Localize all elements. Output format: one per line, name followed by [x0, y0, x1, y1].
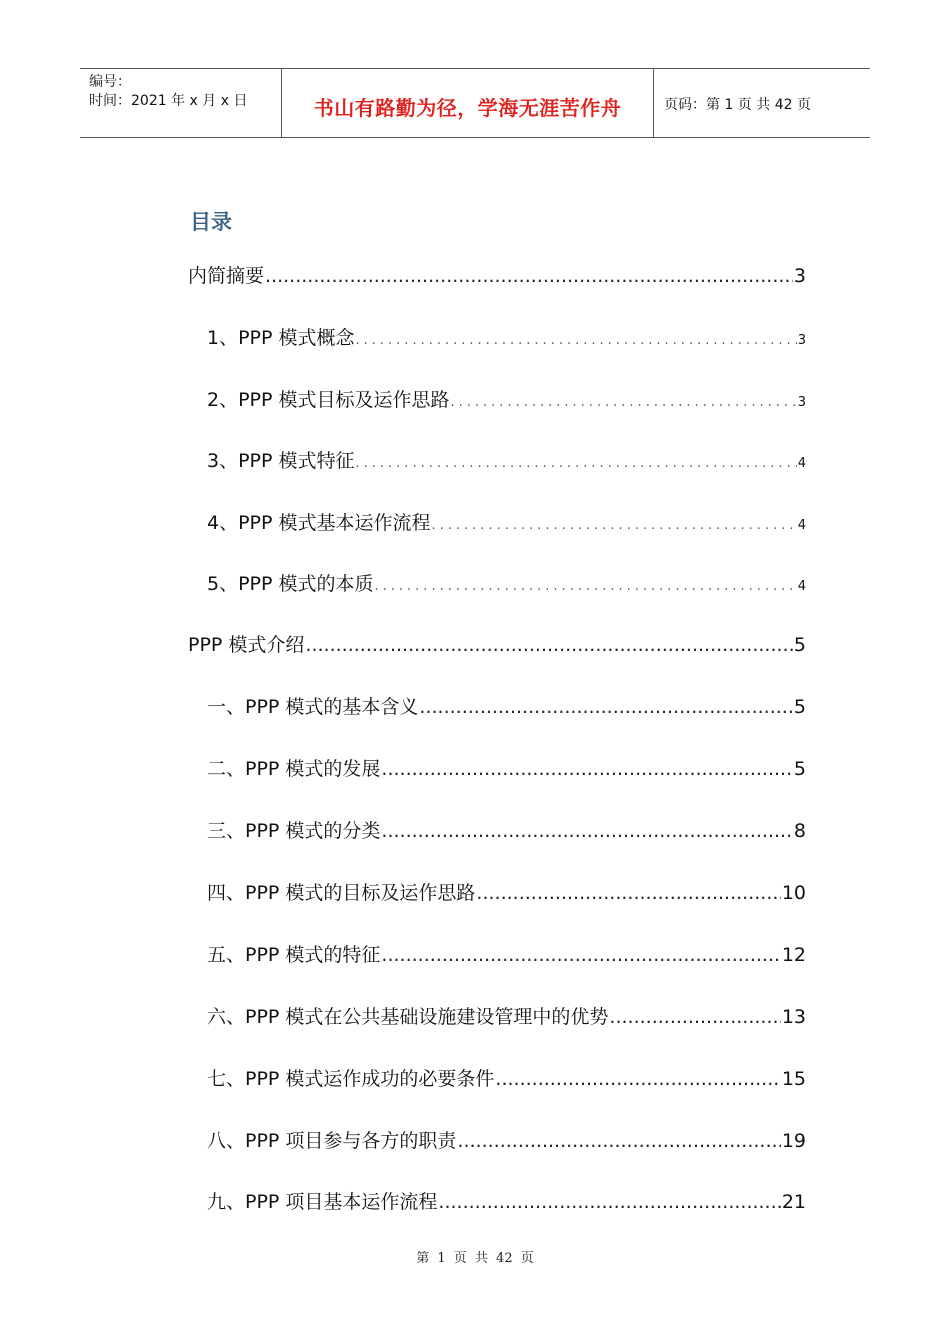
header-meta	[80, 69, 282, 137]
toc-title: 目录	[190, 210, 232, 234]
toc-leader-dots	[381, 944, 780, 966]
toc-entry-label: 3、PPP 模式特征	[207, 450, 355, 472]
toc-entry[interactable]	[207, 940, 806, 970]
page-header	[80, 68, 870, 138]
toc-entry-label: 四、PPP 模式的目标及运作思路	[207, 882, 476, 904]
toc-leader-dots	[381, 758, 792, 780]
toc-entry-page: 15	[781, 1068, 806, 1090]
toc-entry[interactable]	[207, 569, 806, 599]
toc-entry[interactable]	[207, 1064, 806, 1094]
toc-leader-dots	[432, 518, 797, 533]
toc-entry-page: 5	[793, 758, 806, 780]
toc-leader-dots	[438, 1191, 780, 1213]
toc-entry-label: 一、PPP 模式的基本含义	[207, 696, 419, 718]
toc-entry-page: 4	[797, 579, 806, 594]
toc-entry[interactable]	[207, 754, 806, 784]
toc-leader-dots	[476, 882, 780, 904]
toc-entry[interactable]	[207, 1187, 806, 1217]
doc-number-label: 编号：	[89, 74, 131, 90]
doc-time-label: 时间：2021 年 x 月 x 日	[89, 93, 248, 109]
toc-entry[interactable]	[207, 508, 806, 538]
toc-leader-dots	[381, 820, 792, 842]
toc-leader-dots	[375, 579, 797, 594]
toc-entry-label: 八、PPP 项目参与各方的职责	[207, 1130, 457, 1152]
toc-entry[interactable]	[207, 1002, 806, 1032]
toc-entry-page: 3	[797, 395, 806, 410]
toc-entry-label: 三、PPP 模式的分类	[207, 820, 381, 842]
toc-entry-page: 4	[797, 518, 806, 533]
header-page-info: 页码：第 1 页 共 42 页	[664, 97, 811, 113]
toc-entry[interactable]	[188, 630, 806, 660]
toc-entry-page: 3	[797, 333, 806, 348]
toc-entry[interactable]	[207, 816, 806, 846]
toc-entry-page: 5	[793, 634, 806, 656]
toc-entry[interactable]	[207, 878, 806, 908]
toc-entry-page: 21	[781, 1191, 806, 1213]
toc-entry[interactable]	[188, 261, 806, 291]
toc-entry-page: 12	[781, 944, 806, 966]
toc-entry-page: 5	[793, 696, 806, 718]
toc-entry[interactable]	[207, 1126, 806, 1156]
toc-entry-label: 七、PPP 模式运作成功的必要条件	[207, 1068, 495, 1090]
toc-leader-dots	[305, 634, 792, 656]
toc-entry-label: 2、PPP 模式目标及运作思路	[207, 389, 450, 411]
toc-entry-label: 内简摘要	[188, 265, 265, 287]
toc-leader-dots	[265, 265, 793, 287]
toc-entry-page: 3	[793, 265, 806, 287]
toc-entry-label: 六、PPP 模式在公共基础设施建设管理中的优势	[207, 1006, 609, 1028]
toc-entry-label: 4、PPP 模式基本运作流程	[207, 512, 431, 534]
toc-entry[interactable]	[207, 446, 806, 476]
toc-entry[interactable]	[207, 385, 806, 415]
toc-leader-dots	[419, 696, 792, 718]
toc-entry-page: 8	[793, 820, 806, 842]
toc-leader-dots	[356, 333, 797, 348]
toc-leader-dots	[356, 456, 797, 471]
toc-entry-label: 1、PPP 模式概念	[207, 327, 355, 349]
page-footer: 第 1 页 共 42 页	[416, 1251, 534, 1266]
toc-entry-label: PPP 模式介绍	[188, 634, 305, 656]
toc-entry[interactable]	[207, 692, 806, 722]
toc-entry-page: 10	[781, 882, 806, 904]
toc-entry[interactable]	[207, 323, 806, 353]
header-slogan: 书山有路勤为径，学海无涯苦作舟	[282, 69, 654, 137]
toc-leader-dots	[451, 395, 797, 410]
toc-entry-label: 五、PPP 模式的特征	[207, 944, 381, 966]
toc-entry-page: 4	[797, 456, 806, 471]
toc-leader-dots	[457, 1130, 780, 1152]
toc-entry-page: 19	[781, 1130, 806, 1152]
toc-entry-label: 二、PPP 模式的发展	[207, 758, 381, 780]
toc-entry-page: 13	[781, 1006, 806, 1028]
toc-leader-dots	[495, 1068, 780, 1090]
toc-entry-label: 九、PPP 项目基本运作流程	[207, 1191, 438, 1213]
toc-leader-dots	[609, 1006, 780, 1028]
toc-entry-label: 5、PPP 模式的本质	[207, 573, 374, 595]
